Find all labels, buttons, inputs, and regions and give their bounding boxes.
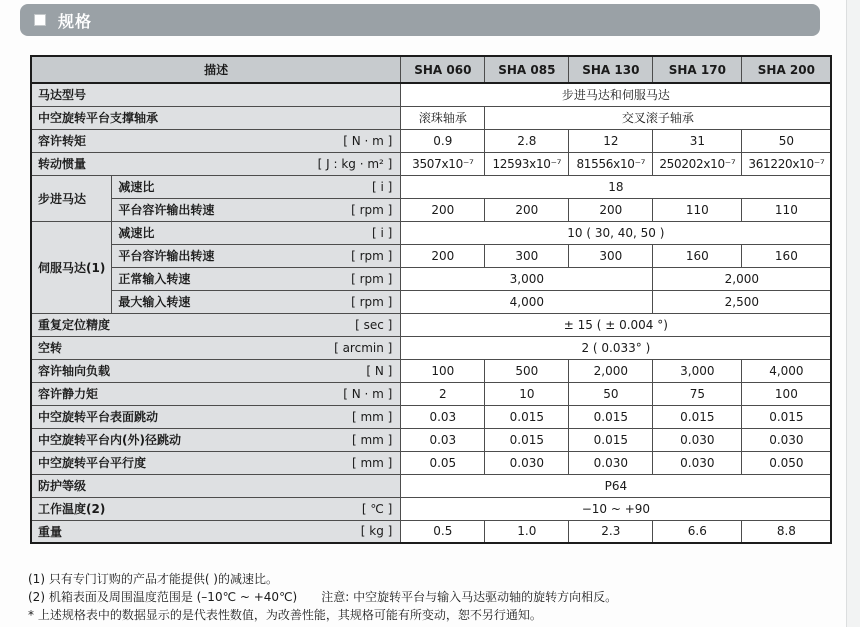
cell-value: 0.050 (742, 451, 832, 474)
section-title-bar (20, 4, 820, 36)
cell-value: 2,500 (653, 290, 832, 313)
unit-label: [ N ] (366, 363, 393, 378)
cell-value: 0.030 (653, 451, 742, 474)
row-label-with-unit (112, 175, 401, 198)
cell-value: 0.015 (569, 428, 653, 451)
cell-value: 0.030 (569, 451, 653, 474)
col-header-sha170: SHA 170 (653, 56, 742, 83)
cell-value: 200 (401, 244, 485, 267)
cell-value: ± 15 ( ± 0.004 °) (401, 313, 832, 336)
cell-value: 4,000 (742, 359, 832, 382)
cell-value: 4,000 (401, 290, 653, 313)
row-axial-load (31, 359, 831, 382)
row-label: 中空旋转平台内(外)径跳动 (38, 433, 181, 447)
cell-value: 0.03 (401, 428, 485, 451)
row-operating-temp (31, 497, 831, 520)
row-weight (31, 520, 831, 543)
row-servo-normal-input-speed (31, 267, 831, 290)
row-servo-reduction-ratio (31, 221, 831, 244)
row-label: 中空旋转平台表面跳动 (38, 410, 159, 424)
cell-value: 2 ( 0.033° ) (401, 336, 832, 359)
unit-label: [ N · m ] (343, 386, 393, 401)
row-label: 防护等级 (31, 474, 401, 497)
row-label-with-unit (31, 428, 401, 451)
row-stepper-reduction-ratio (31, 175, 831, 198)
cell-value: 0.05 (401, 451, 485, 474)
cell-value: 100 (401, 359, 485, 382)
row-label: 工作温度(2) (38, 502, 106, 516)
cell-value: 步进马达和伺服马达 (401, 83, 832, 106)
row-label: 重复定位精度 (38, 318, 111, 332)
cell-value: 50 (742, 129, 832, 152)
cell-value: 8.8 (742, 520, 832, 543)
cell-value: P64 (401, 474, 832, 497)
cell-value: 0.03 (401, 405, 485, 428)
row-label: 容许静力矩 (38, 387, 99, 401)
row-label-with-unit (31, 313, 401, 336)
row-label: 容许转矩 (38, 134, 87, 148)
unit-label: [ rpm ] (351, 271, 393, 286)
row-label-with-unit (31, 336, 401, 359)
col-header-sha085: SHA 085 (485, 56, 569, 83)
cell-value: 250202x10⁻⁷ (653, 152, 742, 175)
cell-value: 1.0 (485, 520, 569, 543)
footnote-1: (1) 只有专门订购的产品才能提供( )的减速比。 (28, 572, 278, 586)
cell-value: 0.5 (401, 520, 485, 543)
section-bullet-icon (34, 14, 46, 26)
unit-label: [ ℃ ] (361, 501, 393, 516)
cell-value: 0.030 (653, 428, 742, 451)
cell-value: 0.015 (569, 405, 653, 428)
unit-label: [ mm ] (351, 409, 393, 424)
footnote-note: * 上述规格表中的数据显示的是代表性数值，为改善性能，其规格可能有所变动，恕不另行通知。 (28, 608, 542, 622)
cell-value: 2,000 (653, 267, 832, 290)
cell-value: 50 (569, 382, 653, 405)
row-servo-output-speed (31, 244, 831, 267)
row-label: 减速比 (118, 180, 155, 194)
cell-value: 200 (569, 198, 653, 221)
group-label-servo: 伺服马达(1) (31, 221, 112, 313)
row-motor-model (31, 83, 831, 106)
cell-value: 75 (653, 382, 742, 405)
unit-label: [ i ] (372, 179, 393, 194)
cell-value: 18 (401, 175, 832, 198)
row-label-with-unit (31, 359, 401, 382)
row-bearing (31, 106, 831, 129)
unit-label: [ sec ] (355, 317, 393, 332)
row-label: 平台容许输出转速 (118, 203, 215, 217)
unit-label: [ mm ] (351, 432, 393, 447)
cell-value: 110 (653, 198, 742, 221)
unit-label: [ rpm ] (351, 248, 393, 263)
unit-label: [ rpm ] (351, 202, 393, 217)
unit-label: [ arcmin ] (334, 340, 393, 355)
cell-value: 6.6 (653, 520, 742, 543)
row-label-with-unit (31, 152, 401, 175)
cell-value: 300 (485, 244, 569, 267)
row-label-with-unit (112, 198, 401, 221)
row-repeatability (31, 313, 831, 336)
cell-value: 2 (401, 382, 485, 405)
row-servo-max-input-speed (31, 290, 831, 313)
cell-value: 3,000 (401, 267, 653, 290)
row-static-moment (31, 382, 831, 405)
row-label-with-unit (112, 290, 401, 313)
cell-value: 160 (653, 244, 742, 267)
cell-value: 160 (742, 244, 832, 267)
row-allowable-torque (31, 129, 831, 152)
row-label: 容许轴向负载 (38, 364, 111, 378)
section-title: 规格 (58, 11, 93, 31)
table-header-row (31, 56, 831, 83)
row-radial-runout (31, 428, 831, 451)
cell-value: 2.8 (485, 129, 569, 152)
cell-value: 0.9 (401, 129, 485, 152)
row-label: 中空旋转平台支撑轴承 (31, 106, 401, 129)
row-label: 马达型号 (31, 83, 401, 106)
col-header-sha130: SHA 130 (569, 56, 653, 83)
cell-value: 200 (485, 198, 569, 221)
cell-value: 3,000 (653, 359, 742, 382)
row-label-with-unit (31, 497, 401, 520)
row-stepper-output-speed (31, 198, 831, 221)
row-label-with-unit (112, 221, 401, 244)
cell-value: 10 ( 30, 40, 50 ) (401, 221, 832, 244)
row-label: 空转 (38, 341, 63, 355)
unit-label: [ i ] (372, 225, 393, 240)
cell-value: 3507x10⁻⁷ (401, 152, 485, 175)
row-protection-class (31, 474, 831, 497)
cell-value: 10 (485, 382, 569, 405)
cell-value: 0.015 (742, 405, 832, 428)
row-label-with-unit (31, 405, 401, 428)
row-label: 中空旋转平台平行度 (38, 456, 147, 470)
row-surface-runout (31, 405, 831, 428)
unit-label: [ rpm ] (351, 294, 393, 309)
col-header-sha060: SHA 060 (401, 56, 485, 83)
row-label: 重量 (38, 524, 63, 539)
row-label: 正常输入转速 (118, 272, 191, 286)
cell-value: 2,000 (569, 359, 653, 382)
footnotes (28, 570, 848, 624)
cell-value: 滚珠轴承 (401, 106, 485, 129)
cell-value: 交叉滚子轴承 (485, 106, 832, 129)
cell-value: 12593x10⁻⁷ (485, 152, 569, 175)
col-header-desc: 描述 (31, 56, 401, 83)
cell-value: 500 (485, 359, 569, 382)
row-label: 平台容许输出转速 (118, 249, 215, 263)
row-label-with-unit (31, 129, 401, 152)
cell-value: 0.030 (742, 428, 832, 451)
cell-value: −10 ~ +90 (401, 497, 832, 520)
col-header-sha200: SHA 200 (742, 56, 832, 83)
cell-value: 0.015 (485, 405, 569, 428)
group-label-stepper: 步进马达 (31, 175, 112, 221)
row-label: 最大输入转速 (118, 295, 191, 309)
row-label: 转动惯量 (38, 157, 87, 171)
unit-label: [ mm ] (351, 455, 393, 470)
cell-value: 12 (569, 129, 653, 152)
cell-value: 110 (742, 198, 832, 221)
cell-value: 200 (401, 198, 485, 221)
row-label-with-unit (112, 244, 401, 267)
cell-value: 100 (742, 382, 832, 405)
row-backlash (31, 336, 831, 359)
cell-value: 361220x10⁻⁷ (742, 152, 832, 175)
row-label-with-unit (31, 382, 401, 405)
cell-value: 0.015 (485, 428, 569, 451)
cell-value: 31 (653, 129, 742, 152)
row-moment-of-inertia (31, 152, 831, 175)
footnote-2: (2) 机箱表面及周围温度范围是 (–10℃ ~ +40℃) 注意: 中空旋转平台与输入马达驱动轴的旋转方向相反。 (28, 590, 618, 604)
row-label-with-unit (31, 451, 401, 474)
cell-value: 300 (569, 244, 653, 267)
spec-table (30, 55, 832, 544)
unit-label: [ J : kg · m² ] (317, 156, 393, 171)
unit-label: [ kg ] (360, 524, 393, 539)
unit-label: [ N · m ] (343, 133, 393, 148)
page-edge-strip (846, 0, 860, 627)
cell-value: 0.030 (485, 451, 569, 474)
row-label-with-unit (31, 520, 401, 543)
cell-value: 81556x10⁻⁷ (569, 152, 653, 175)
row-label-with-unit (112, 267, 401, 290)
row-label: 减速比 (118, 226, 155, 240)
cell-value: 0.015 (653, 405, 742, 428)
cell-value: 2.3 (569, 520, 653, 543)
row-parallelism (31, 451, 831, 474)
